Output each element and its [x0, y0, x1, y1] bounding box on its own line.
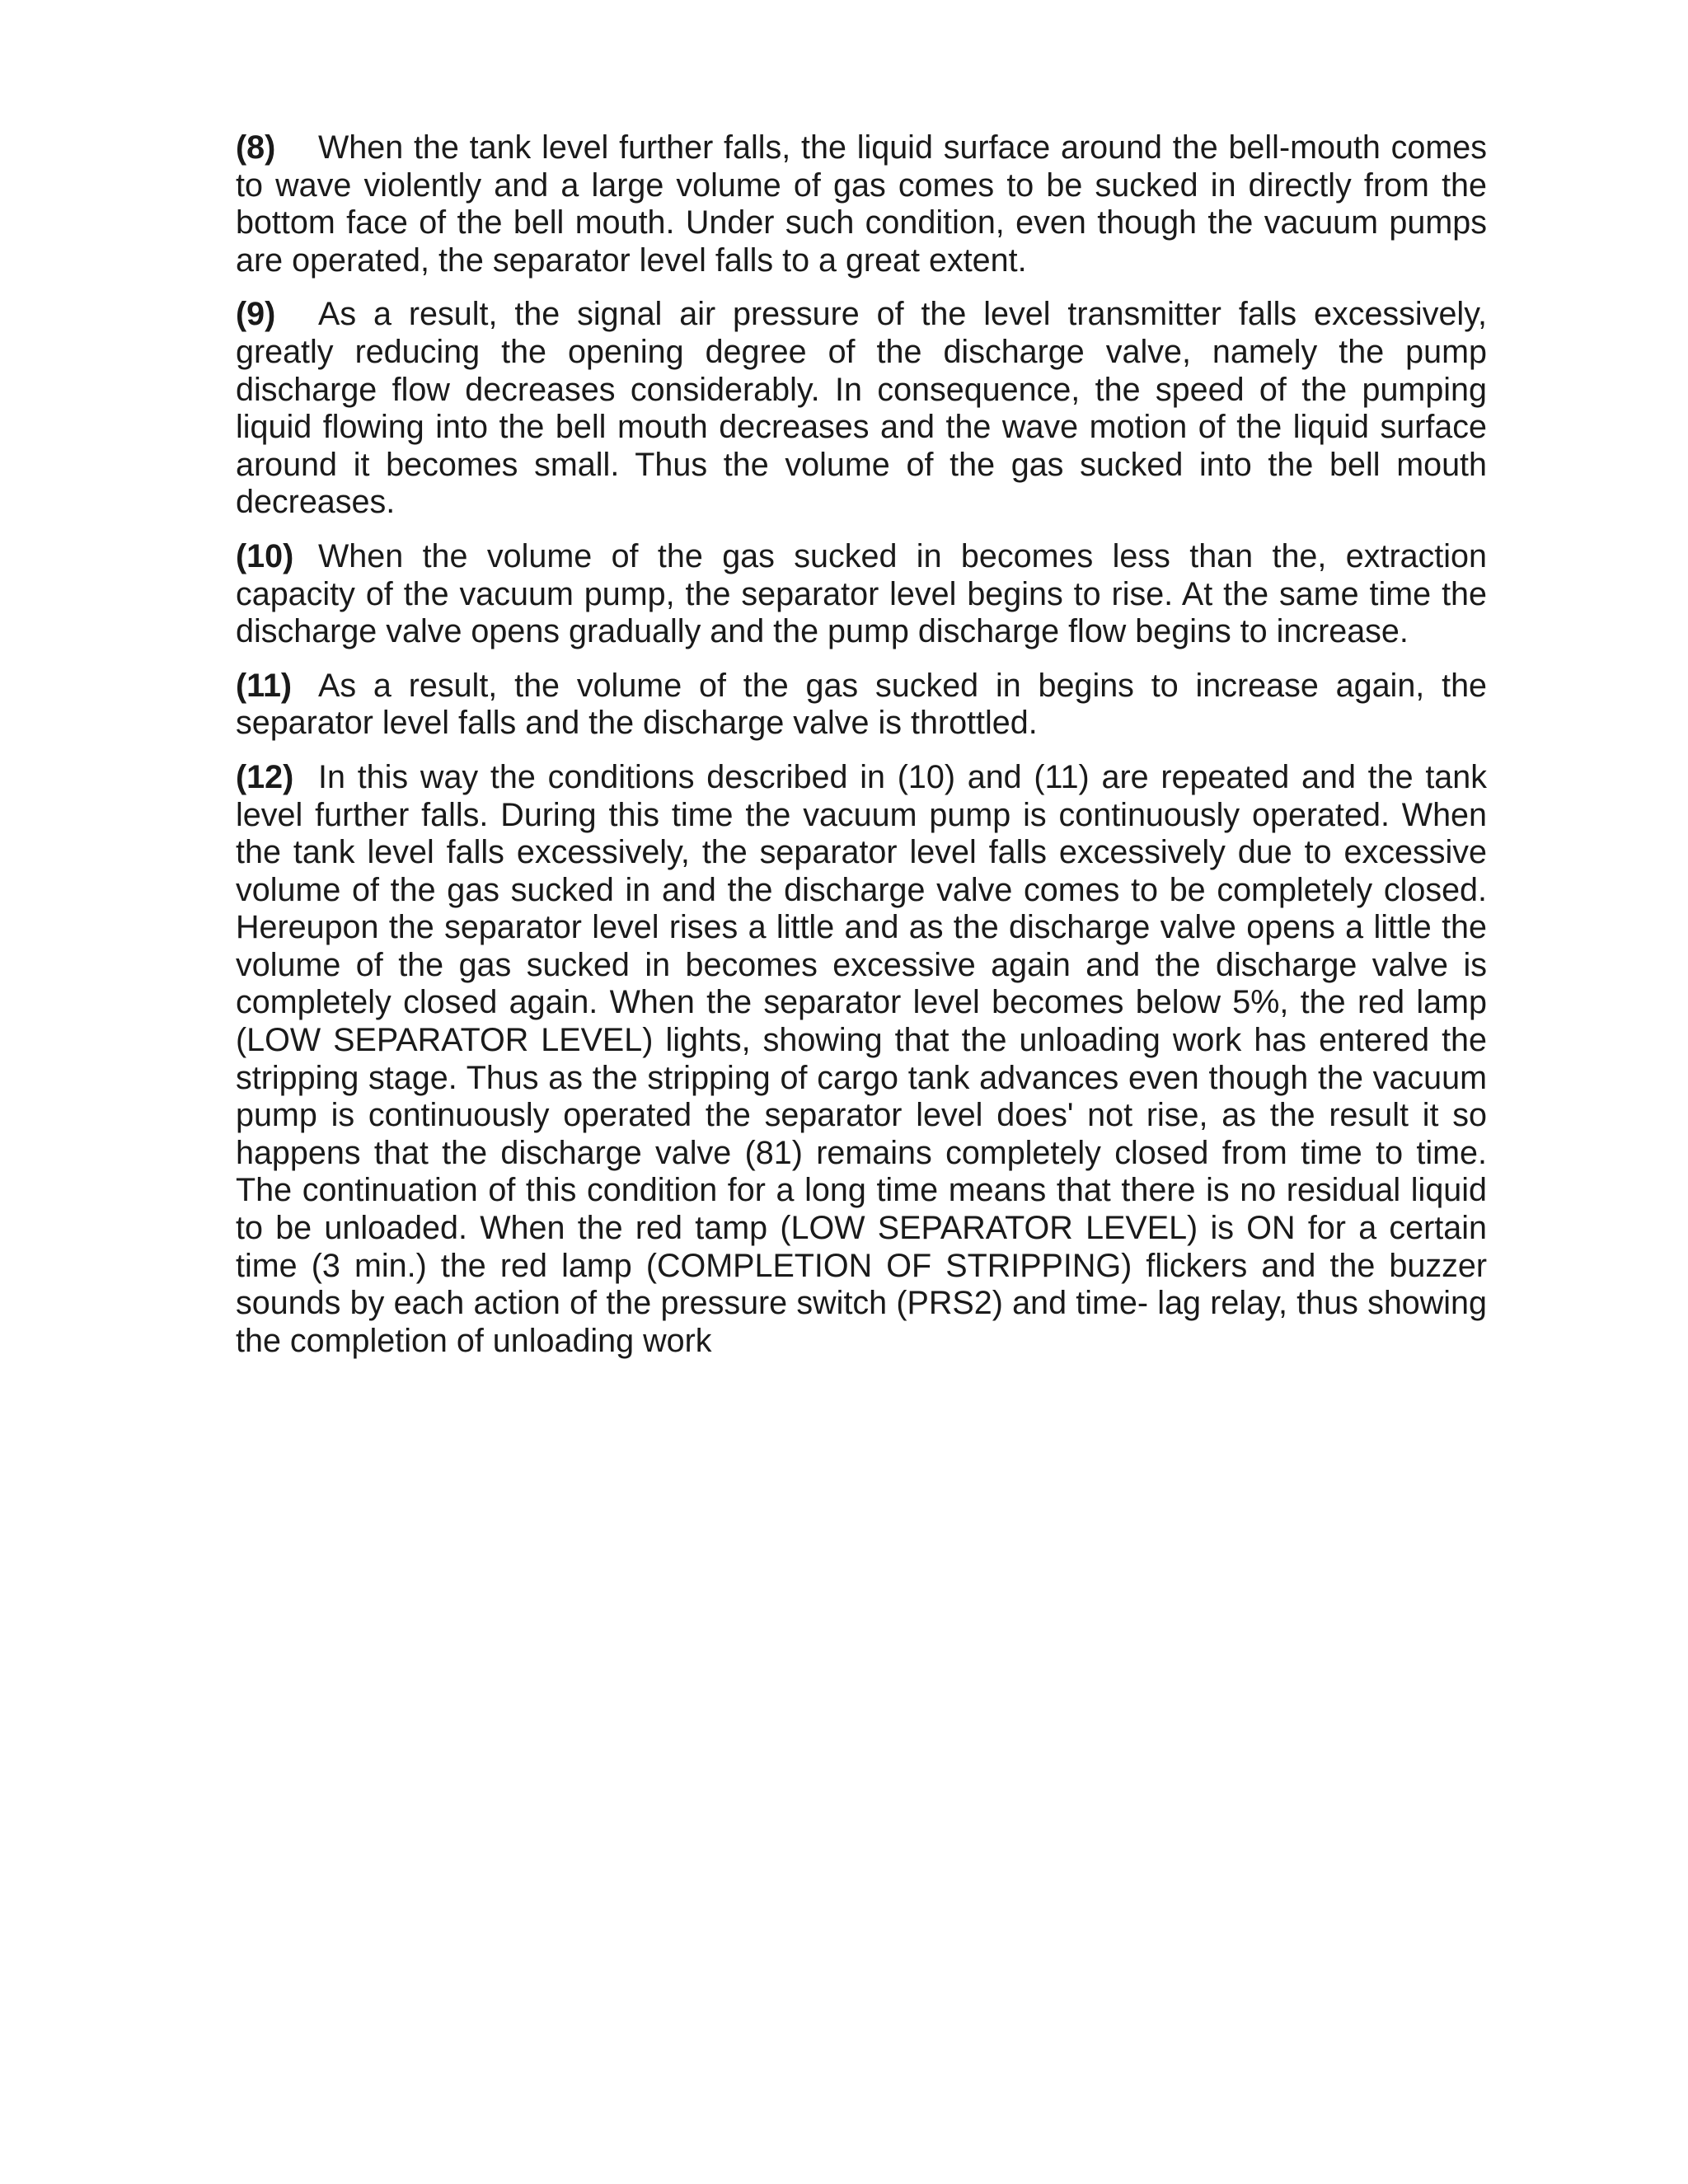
paragraph-9	[236, 296, 1487, 522]
paragraph-10	[236, 538, 1487, 651]
document-body	[236, 129, 1487, 1376]
paragraph-number: (12)	[236, 758, 294, 795]
paragraph-number: (8)	[236, 129, 276, 166]
paragraph-text: When the tank level further falls, the liquid surface around the bell-mouth comes to wave violently and a large volume of gas comes to be sucked in directly from the bottom face of the bell mouth. Under such condition, even though the vacuum pumps are operated, the separator level falls to a great extent.	[236, 129, 1487, 279]
paragraph-11	[236, 668, 1487, 743]
paragraph-8	[236, 129, 1487, 279]
paragraph-text: When the volume of the gas sucked in becomes less than the, extraction capacity of the vacuum pump, the separator level begins to rise. At the same time the discharge valve opens gradually and the pump discharge flow begins to increase.	[236, 537, 1487, 650]
paragraph-text: In this way the conditions described in (10) and (11) are repeated and the tank level further falls. During this time the vacuum pump is continuously operated. When the tank level falls excessively, the separator level falls excessively due to excessive volume of the gas sucked in and the discharge valve comes to be completely closed. Hereupon the separator level rises a little and as the discharge valve opens a little the volume of the gas sucked in becomes excessive again and the discharge valve is completely closed again. When the separator level becomes below 5%, the red lamp (LOW SEPARATOR LEVEL) lights, showing that the unloading work has entered the stripping stage. Thus as the stripping of cargo tank advances even though the vacuum pump is continuously operated the separator level does' not rise, as the result it so happens that the discharge valve (81) remains completely closed from time to time. The continuation of this condition for a long time means that there is no residual liquid to be unloaded. When the red tamp (LOW SEPARATOR LEVEL) is ON for a certain time (3 min.) the red lamp (COMPLETION OF STRIPPING) flickers and the buzzer sounds by each action of the pressure switch (PRS2) and time- lag relay, thus showing the completion of unloading work	[236, 758, 1487, 1359]
paragraph-12	[236, 759, 1487, 1361]
paragraph-text: As a result, the signal air pressure of the level transmitter falls excessively, greatly reducing the opening degree of the discharge valve, namely the pump discharge flow decreases considerably. In consequence, the speed of the pumping liquid flowing into the bell mouth decreases and the wave motion of the liquid surface around it becomes small. Thus the volume of the gas sucked into the bell mouth decreases.	[236, 296, 1487, 521]
paragraph-text: As a result, the volume of the gas sucked in begins to increase again, the separator level falls and the discharge valve is throttled.	[236, 667, 1487, 742]
paragraph-number: (10)	[236, 537, 294, 574]
paragraph-number: (11)	[236, 667, 293, 704]
paragraph-number: (9)	[236, 296, 276, 333]
